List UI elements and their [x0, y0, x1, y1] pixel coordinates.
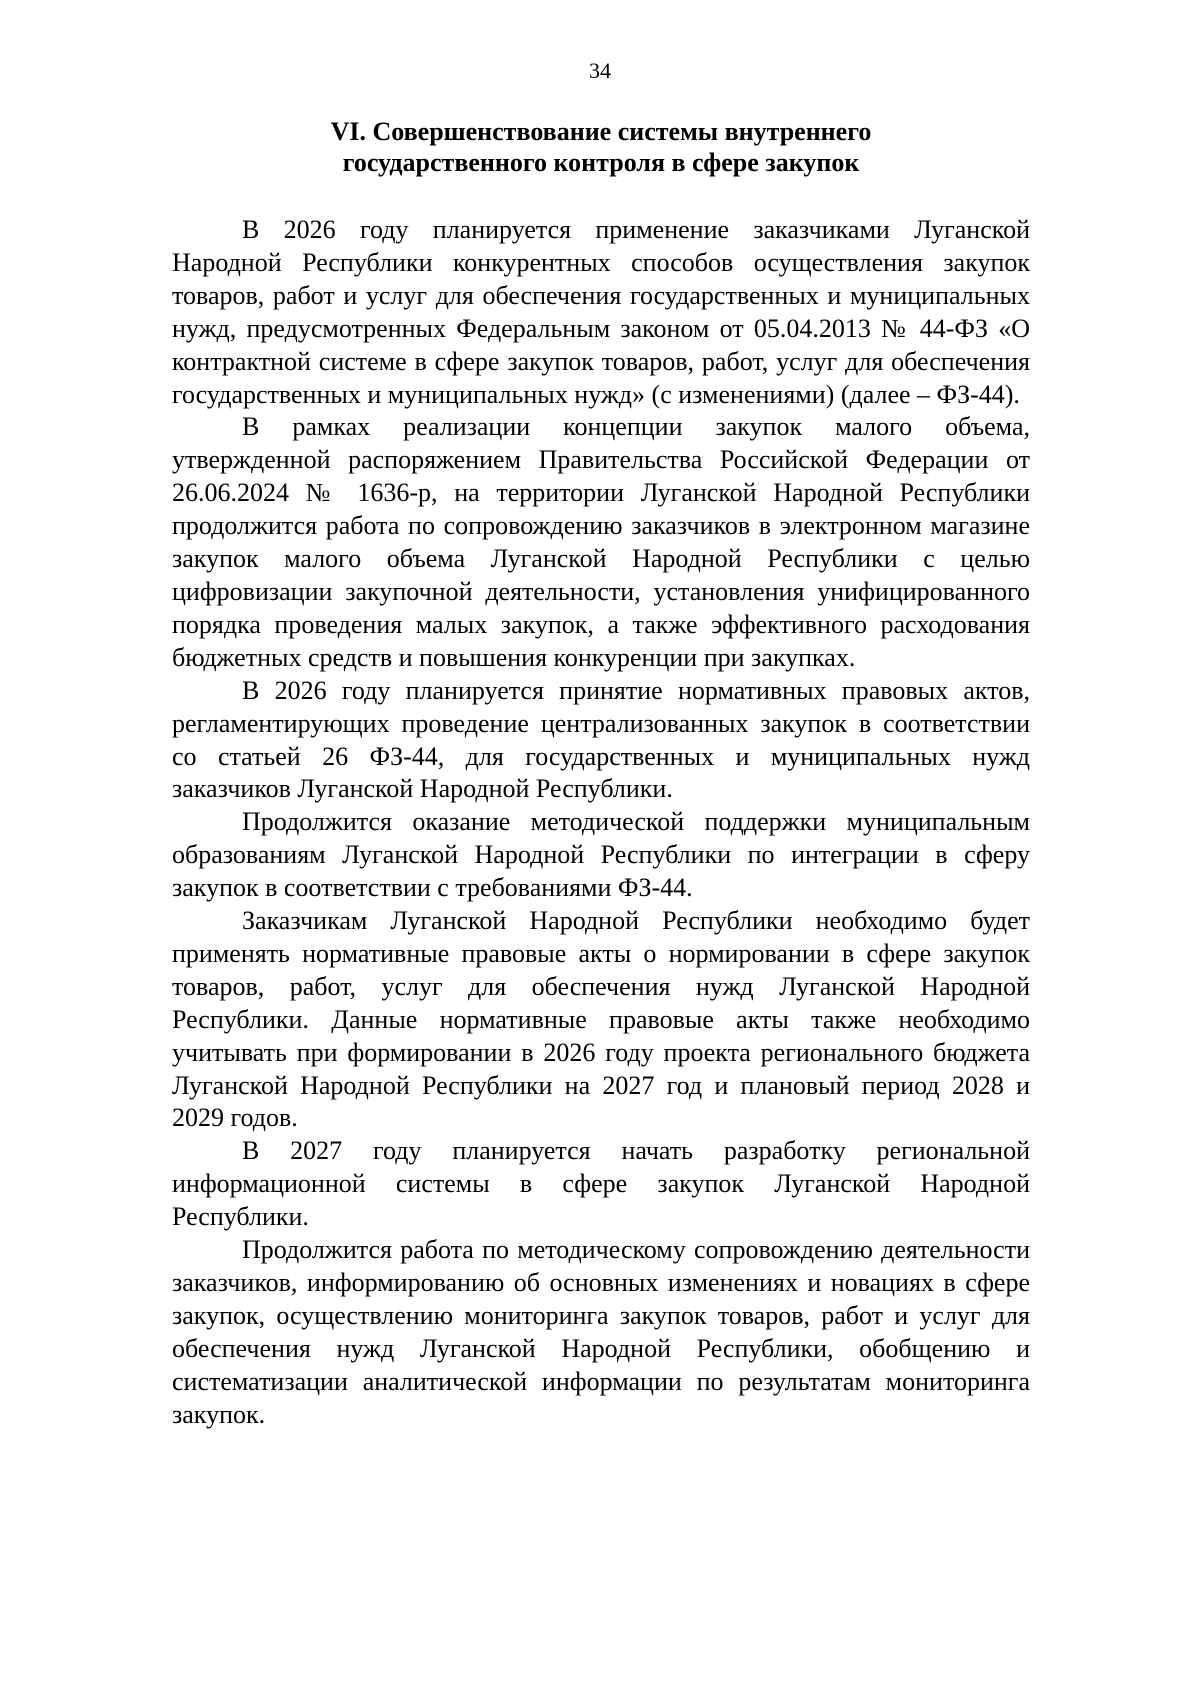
section-body [172, 214, 1030, 1432]
page-number: 34 [589, 58, 611, 83]
section-heading-line-2: государственного контроля в сфере закупок [342, 148, 860, 177]
section-heading-line-1: VI. Совершенствование системы внутреннего [330, 117, 872, 146]
paragraph-6: В 2027 году планируется начать разработку региональной информационной системы в сфере закупок Луганской Народной Республики. [172, 1136, 1030, 1232]
paragraph-5: Заказчикам Луганской Народной Республики необходимо будет применять нормативные правовые акты о нормировании в сфере закупок товаров, работ, услуг для обеспечения нужд Луганской Народной Республики. Данные нормативные правовые акты также необходимо учитывать при формировании в 2026 году проекта регионального бюджета Луганской Народной Республики на 2027 год и плановый период 2028 и 2029 годов. [172, 906, 1030, 1133]
paragraph-1: В 2026 году планируется применение заказчиками Луганской Народной Республики конкурентных способов осуществления закупок товаров, работ и услуг для обеспечения государственных и муниципальных нужд, предусмотренных Федеральным законом от 05.04.2013 № 44-ФЗ «О контрактной системе в сфере закупок товаров, работ, услуг для обеспечения государственных и муниципальных нужд» (с изменениями) (далее – ФЗ-44). [172, 215, 1030, 409]
paragraph-3: В 2026 году планируется принятие нормативных правовых актов, регламентирующих проведение централизованных закупок в соответствии со статьей 26 ФЗ-44, для государственных и муниципальных нужд заказчиков Луганской Народной Республики. [172, 675, 1030, 804]
paragraph-2: В рамках реализации концепции закупок малого объема, утвержденной распоряжением Правительства Российской Федерации от 26.06.2024 № 1636-р, на территории Луганской Народной Республики продолжится работа по сопровождению заказчиков в электронном магазине закупок малого объема Луганской Народной Республики с целью цифровизации закупочной деятельности, установления унифицированного порядка проведения малых закупок, а также эффективного расходования бюджетных средств и повышения конкуренции при закупках. [172, 412, 1030, 672]
paragraph-7: Продолжится работа по методическому сопровождению деятельности заказчиков, информированию об основных изменениях и новациях в сфере закупок, осуществлению мониторинга закупок товаров, работ и услуг для обеспечения нужд Луганской Народной Республики, обобщению и систематизации аналитической информации по результатам мониторинга закупок. [172, 1235, 1030, 1429]
section-heading [172, 116, 1030, 178]
paragraph-4: Продолжится оказание методической поддержки муниципальным образованиям Луганской Народной Республики по интеграции в сферу закупок в соответствии с требованиями ФЗ-44. [172, 807, 1030, 903]
